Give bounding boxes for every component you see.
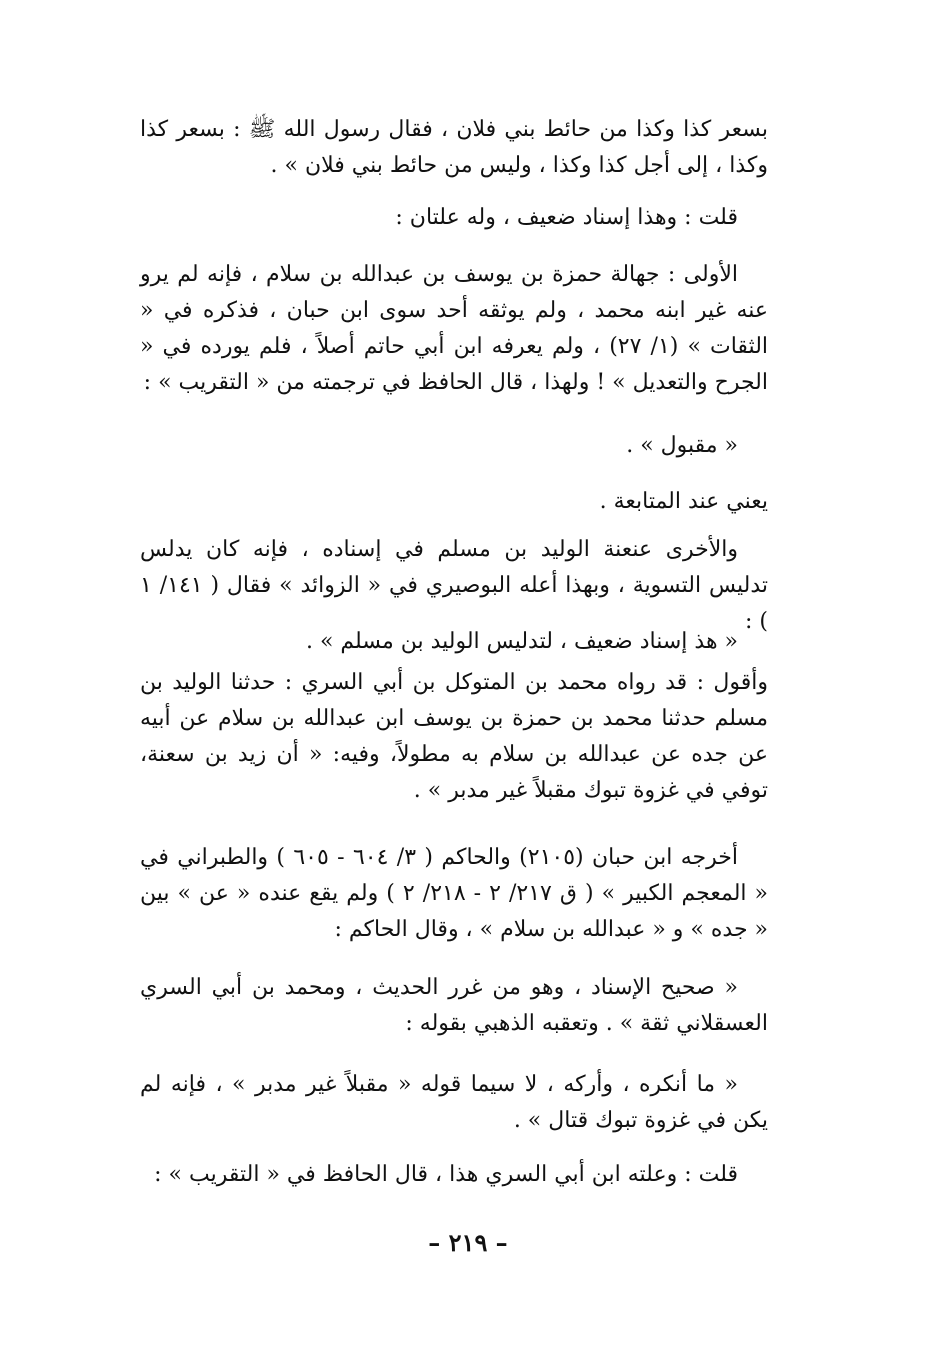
paragraph-2: قلت : وهذا إسناد ضعيف ، وله علتان : bbox=[395, 205, 738, 230]
paragraph-4: « مقبول » . bbox=[626, 433, 738, 458]
paragraph-1: بسعر كذا وكذا من حائط بني فلان ، فقال رسول الله ﷺ : بسعر كذا وكذا ، إلى أجل كذا وكذا ، وليس من حائط بني فلان » . bbox=[140, 117, 768, 178]
paragraph-11: « ما أنكره ، وأركه ، لا سيما قوله « مقبلاً غير مدبر » ، فإنه لم يكن في غزوة تبوك قتال » . bbox=[140, 1072, 768, 1133]
paragraph-8: وأقول : قد رواه محمد بن المتوكل بن أبي السري : حدثنا الوليد بن مسلم حدثنا محمد بن حمزة بن يوسف ابن عبدالله بن سلام عن أبيه عن جده عن عبدالله بن سلام به مطولاً، وفيه: « أن زيد بن سعنة، توفي في غزوة تبوك مقبلاً غير مدبر » . bbox=[140, 670, 768, 803]
page-number: – ٢١٩ – bbox=[428, 1228, 508, 1257]
paragraph-7: « هذ إسناد ضعيف ، لتدليس الوليد بن مسلم » . bbox=[305, 629, 738, 654]
paragraph-10: « صحيح الإسناد ، وهو من غرر الحديث ، ومحمد بن أبي السري العسقلاني ثقة » . وتعقبه الذهبي بقوله : bbox=[140, 975, 768, 1036]
paragraph-3: الأولى : جهالة حمزة بن يوسف بن عبدالله بن سلام ، فإنه لم يرو عنه غير ابنه محمد ، ولم يوثقه أحد سوى ابن حبان ، فذكره في « الثقات » (١/ ٢٧) ، ولم يعرفه ابن أبي حاتم أصلاً ، فلم يورده في « الجرح والتعديل » ! ولهذا ، قال الحافظ في ترجمته من « التقريب » : bbox=[140, 262, 769, 395]
paragraph-9: أخرجه ابن حبان (٢١٠٥) والحاكم ( ٣/ ٦٠٤ - ٦٠٥ ) والطبراني في « المعجم الكبير » ( ق ٢١٧/ ٢ - ٢١٨/ ٢ ) ولم يقع عنده « عن » بين « جده » و « عبدالله بن سلام » ، وقال الحاكم : bbox=[140, 845, 769, 942]
paragraph-5: يعني عند المتابعة . bbox=[599, 489, 768, 514]
paragraph-12: قلت : وعلته ابن أبي السري هذا ، قال الحافظ في « التقريب » : bbox=[154, 1162, 738, 1187]
paragraph-6: والأخرى عنعنة الوليد بن مسلم في إسناده ، فإنه كان يدلس تدليس التسوية ، وبهذا أعله البوصيري في « الزوائد » فقال ( ١٤١/ ١ ) : bbox=[140, 537, 769, 634]
